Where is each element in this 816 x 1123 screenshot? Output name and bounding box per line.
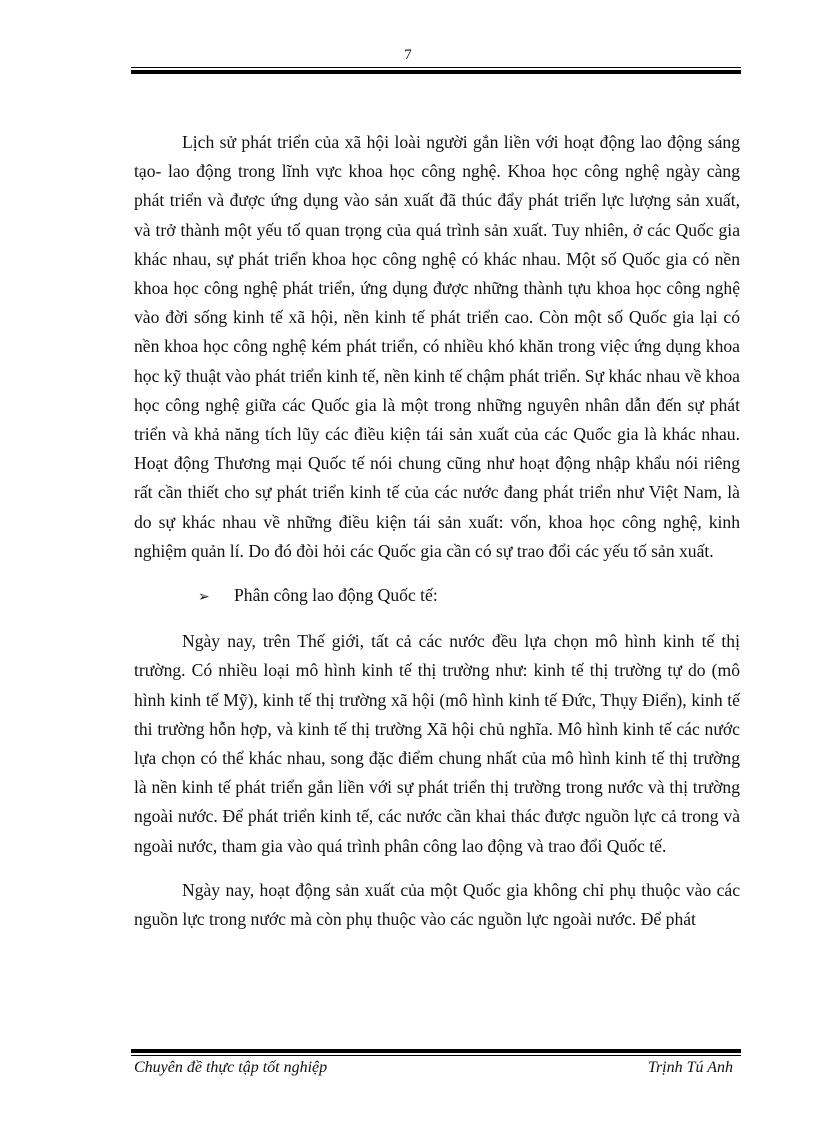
header-rule-thick [131, 70, 741, 74]
section-heading-text: Phân công lao động Quốc tế: [234, 585, 438, 606]
footer-document-title: Chuyên đề thực tập tốt nghiệp [134, 1059, 328, 1076]
page-number: 7 [404, 47, 412, 63]
footer-rule-thin [131, 1055, 741, 1056]
header-rule-thin [131, 67, 741, 68]
footer-author-name: Trịnh Tú Anh [647, 1059, 733, 1076]
arrow-bullet-icon: ➢ [198, 590, 210, 606]
paragraph-science-technology: Lịch sử phát triển của xã hội loài người gắn liền với hoạt động lao động sáng tạo- lao động trong lĩnh vực khoa học công nghệ. Khoa học công nghệ ngày càng phát triển và được ứng dụng vào sản xuất đã thúc đẩy phát triển lực lượng sản xuất, và trở thành một yếu tố quan trọng của quá trình sản xuất. Tuy nhiên, ở các Quốc gia khác nhau, sự phát triển khoa học công nghệ có khác nhau. Một số Quốc gia có nền khoa học công nghệ phát triển, ứng dụng được những thành tựu khoa học công nghệ vào đời sống kinh tế xã hội, nền kinh tế phát triển cao. Còn một số Quốc gia lại có nền khoa học công nghệ kém phát triển, có nhiều khó khăn trong việc ứng dụng khoa học kỹ thuật vào phát triển kinh tế, nền kinh tế chậm phát triển. Sự khác nhau về khoa học công nghệ giữa các Quốc gia là một trong những nguyên nhân dẫn đến sự phát triển và khả năng tích lũy các điều kiện tái sản xuất của các Quốc gia là khác nhau. Hoạt động Thương mại Quốc tế nói chung cũng như hoạt động nhập khẩu nói riêng rất cần thiết cho sự phát triển kinh tế của các nước đang phát triển như Việt Nam, là do sự khác nhau về những điều kiện tái sản xuất: vốn, khoa học công nghệ, kinh nghiệm quản lí. Do đó đòi hỏi các Quốc gia cần có sự trao đổi các yếu tố sản xuất. [134, 132, 740, 561]
footer-rule-thick [131, 1049, 741, 1053]
document-body [134, 128, 740, 934]
paragraph-market-economy: Ngày nay, trên Thế giới, tất cả các nước đều lựa chọn mô hình kinh tế thị trường. Có nhiều loại mô hình kinh tế thị trường như: kinh tế thị trường tự do (mô hình kinh tế Mỹ), kinh tế thị trường xã hội (mô hình kinh tế Đức, Thụy Điển), kinh tế thi trường hỗn hợp, và kinh tế thị trường Xã hội chủ nghĩa. Mô hình kinh tế các nước lựa chọn có thể khác nhau, song đặc điểm chung nhất của mô hình kinh tế thị trường là nền kinh tế phát triển gắn liền với sự phát triển thị trường trong nước và thị trường ngoài nước. Để phát triển kinh tế, các nước cần khai thác được nguồn lực cả trong và ngoài nước, tham gia vào quá trình phân công lao động và trao đổi Quốc tế. [134, 631, 740, 856]
paragraph-production-resources: Ngày nay, hoạt động sản xuất của một Quốc gia không chỉ phụ thuộc vào các nguồn lực trong nước mà còn phụ thuộc vào các nguồn lực ngoài nước. Để phát [134, 879, 740, 930]
section-heading-labour-division [134, 581, 740, 612]
